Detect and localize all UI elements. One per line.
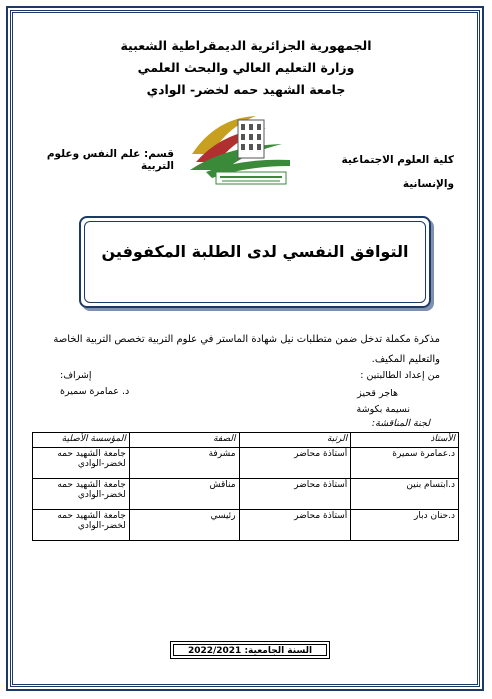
department-label: قسم: [144,148,174,160]
title-box-inner [84,221,426,303]
prepared-by-label: من إعداد الطالبتين : [360,370,440,381]
jury-cell: مشرفة [129,448,239,479]
jury-cell: رئيسي [129,510,239,541]
jury-cell: أستاذة محاضر [239,448,351,479]
faculty-name: كلية العلوم الاجتماعية والإنسانية [341,154,454,190]
department-name: علم النفس وعلوم التربية [46,148,174,172]
title-box [79,216,431,308]
jury-table [32,432,459,541]
supervision-label: إشراف: [60,370,92,381]
academic-year-box [170,641,330,659]
department [44,148,174,172]
supervisor-name: د. عمامرة سميرة [60,386,130,397]
jury-cell: د.ابتسام بنين [351,479,459,510]
memo-description: مذكرة مكملة تدخل ضمن متطلبات نيل شهادة الماستر في علوم التربية تخصص التربية الخاصة والتعليم المكيف. [53,334,440,365]
jury-cell: أستاذة محاضر [239,479,351,510]
student-name-2: نسيمة بكوشة [356,404,410,415]
table-row [33,510,459,541]
jury-cell: جامعة الشهيد حمه لخضر-الوادي [33,448,130,479]
committee-label: لجنة المناقشة: [371,418,430,429]
jury-header-row [33,433,459,448]
jury-cell: د.حنان دبار [351,510,459,541]
jury-header-institution: المؤسسة الأصلية [33,433,130,448]
ministry-heading: وزارة التعليم العالي والبحث العلمي [137,60,355,75]
jury-cell: مناقش [129,479,239,510]
jury-header-rank: الرتبة [239,433,351,448]
jury-header-role: الصفة [129,433,239,448]
table-row [33,479,459,510]
jury-cell: جامعة الشهيد حمه لخضر-الوادي [33,479,130,510]
academic-year: السنة الجامعية: 2022/2021 [173,644,327,656]
thesis-title: التوافق النفسي لدى الطلبة المكفوفين [101,242,409,261]
jury-cell: أستاذة محاضر [239,510,351,541]
university-logo [186,110,298,188]
jury-cell: جامعة الشهيد حمه لخضر-الوادي [33,510,130,541]
table-row [33,448,459,479]
jury-cell: د.عمامرة سميرة [351,448,459,479]
jury-header-professor: الأستاذ [351,433,459,448]
university-heading: جامعة الشهيد حمه لخضر- الوادي [146,82,346,97]
student-name-1: هاجر قحيز [357,388,398,399]
republic-heading: الجمهورية الجزائرية الديمقراطية الشعبية [120,38,372,53]
